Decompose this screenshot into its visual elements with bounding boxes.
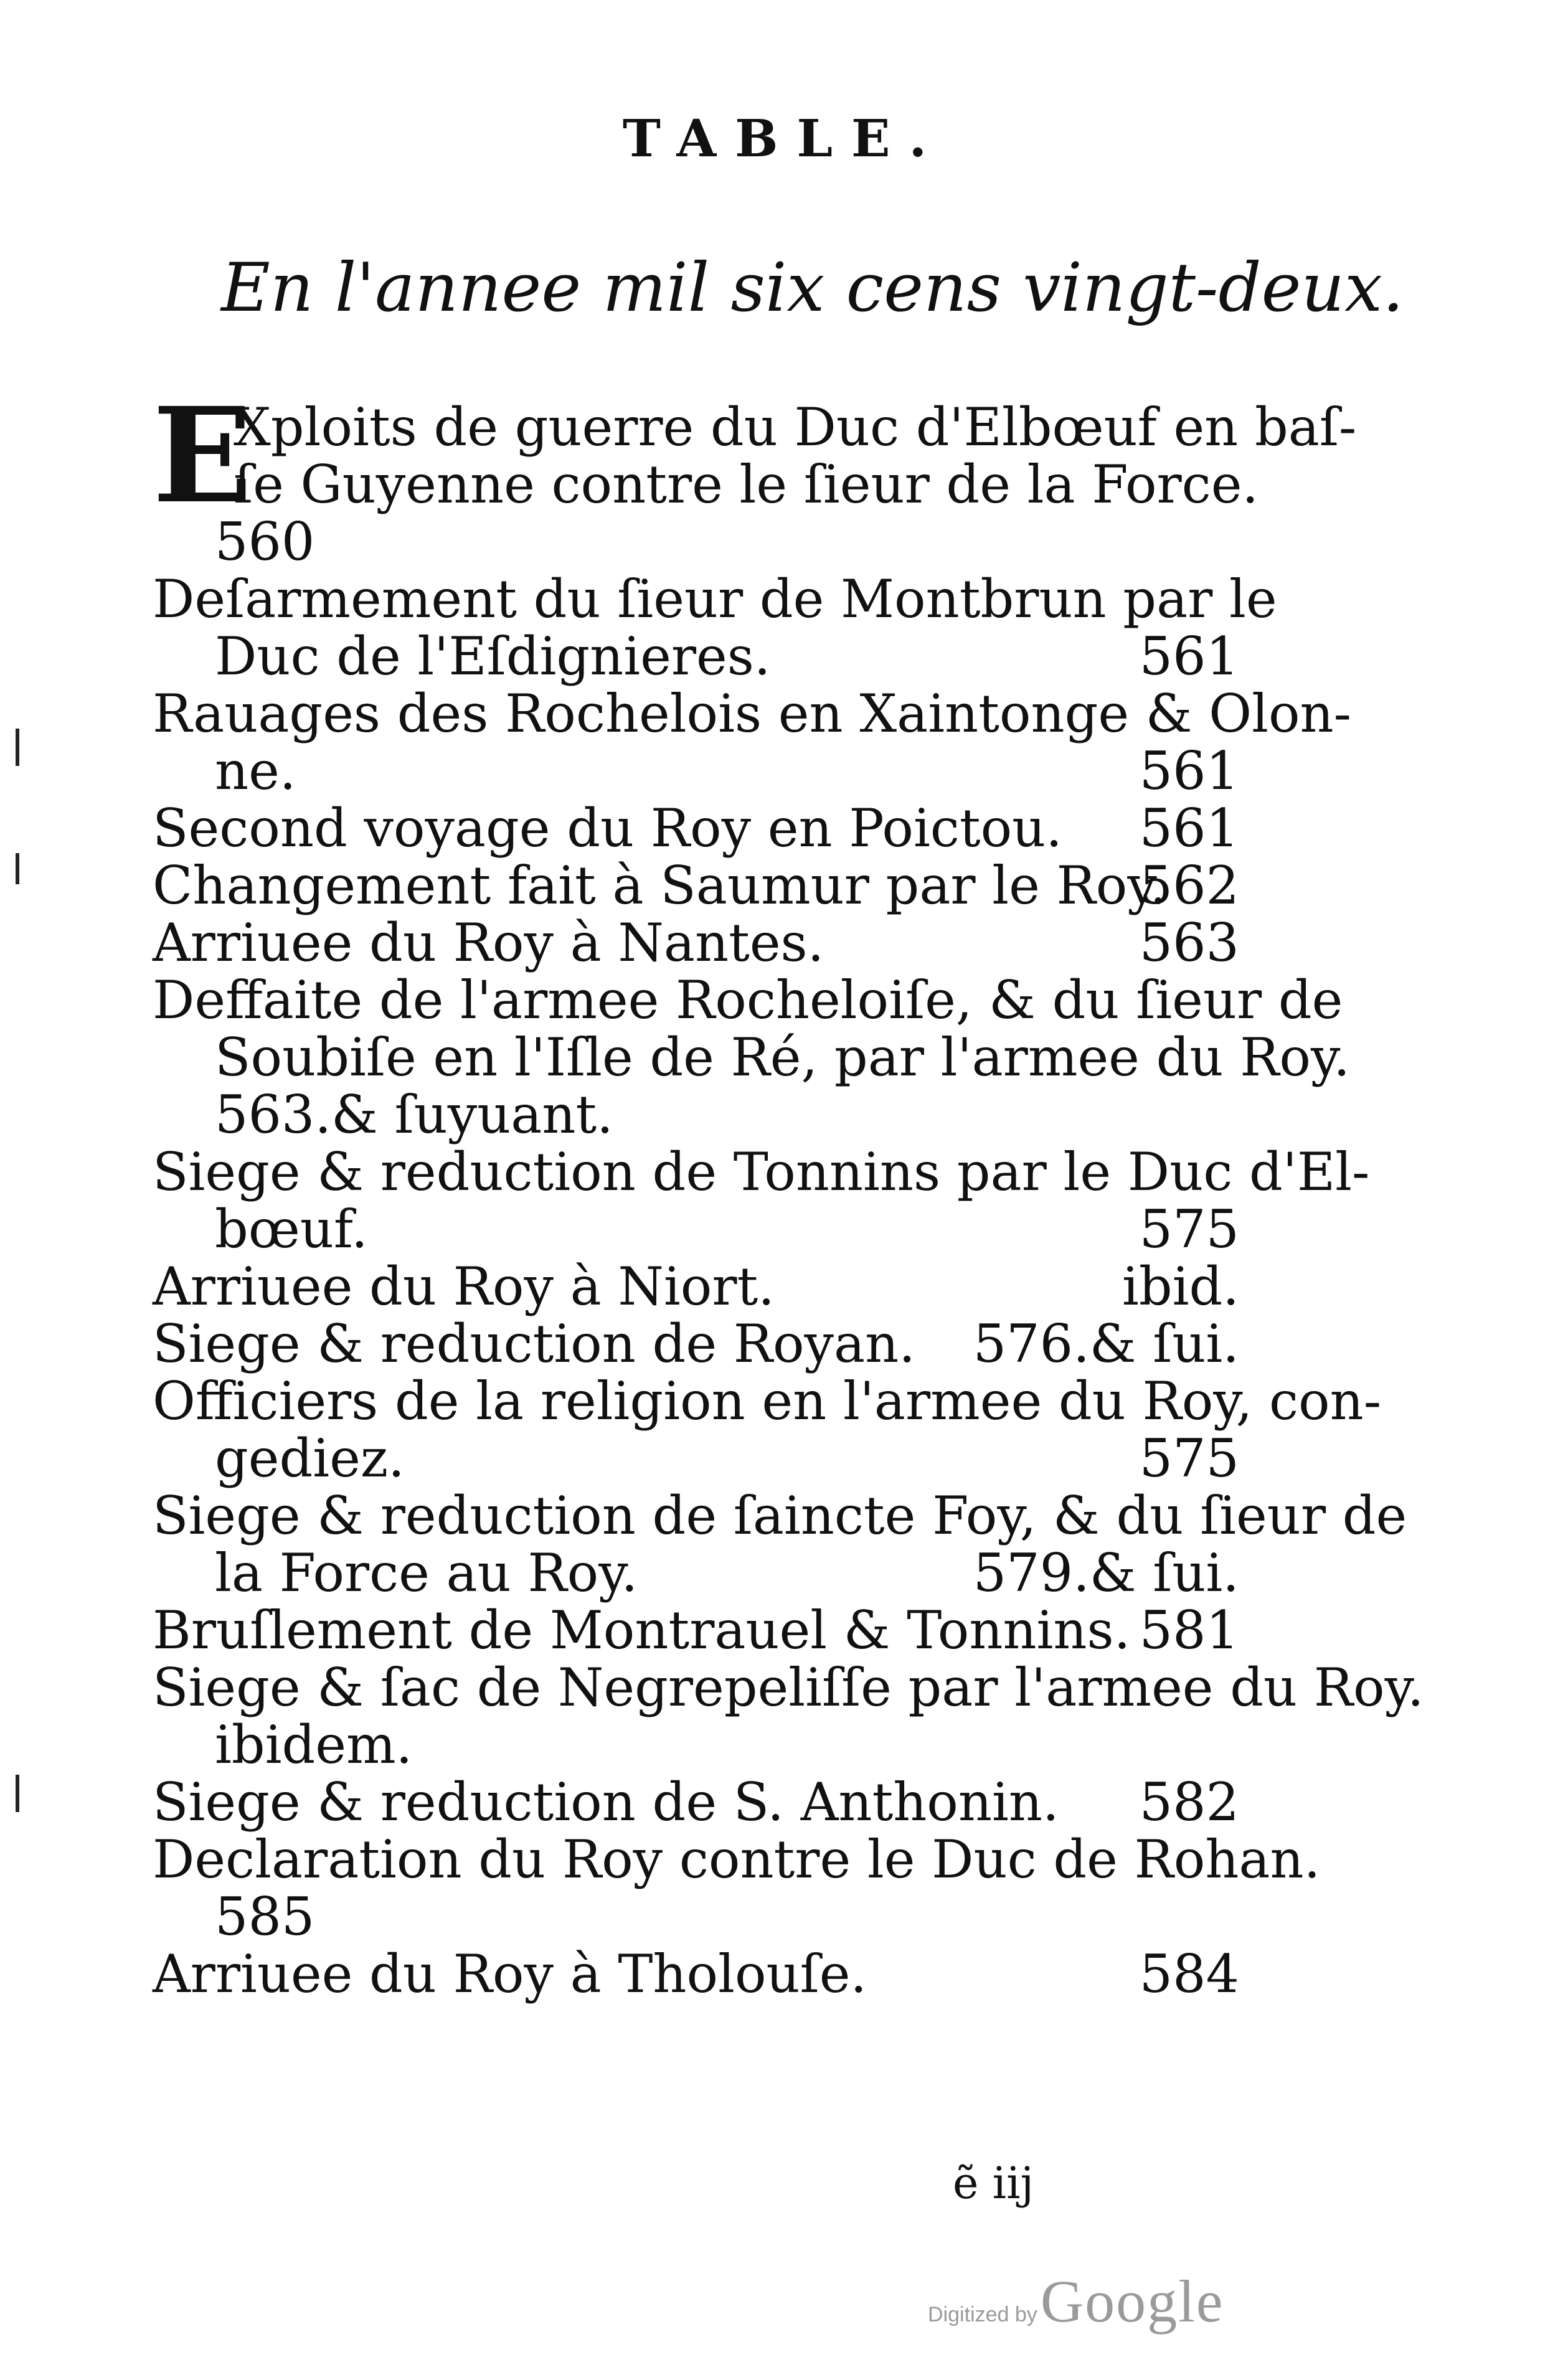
toc-entry-text: 585 <box>215 1886 315 1947</box>
toc-entry <box>153 1315 1239 1372</box>
margin-mark <box>16 853 19 884</box>
toc-entry <box>153 970 1350 1145</box>
drop-cap: E <box>153 379 253 532</box>
watermark-prefix: Digitized by <box>928 2303 1037 2326</box>
toc-entry <box>153 1371 1382 1489</box>
toc-entry <box>153 379 1357 572</box>
toc-entry-text: ibidem. <box>215 1714 413 1775</box>
toc-entry-text: Deſarmement du ſieur de Montbrun par le <box>153 569 1277 630</box>
toc-page-number: ibid. <box>1122 1256 1239 1317</box>
toc-entry-text: Siege & reduction de S. Anthonin. <box>153 1772 1059 1833</box>
toc-entry <box>153 1657 1424 1775</box>
toc-page-number: 575 <box>1139 1199 1239 1260</box>
toc-entry-text: Duc de l'Eſdignieres. <box>215 626 771 687</box>
toc-entry <box>153 1258 1239 1315</box>
toc-entry <box>153 1945 1239 2003</box>
toc-page-number: 581 <box>1139 1600 1239 1661</box>
table-of-contents <box>153 379 1424 2004</box>
toc-entry-text: Bruſlement de Montrauel & Tonnins. <box>153 1600 1131 1661</box>
toc-entry <box>153 683 1352 801</box>
toc-entry <box>153 1773 1239 1831</box>
toc-entry-text: ſe Guyenne contre le ſieur de la Force. <box>234 454 1259 515</box>
section-title: En l'annee mil six cens vingt-deux. <box>221 249 1404 327</box>
running-head: TABLE. <box>622 109 946 169</box>
toc-entry-text: Arriuee du Roy à Nantes. <box>153 912 824 973</box>
toc-entry <box>153 1829 1321 1947</box>
margin-mark <box>16 729 19 766</box>
toc-entry-text: Second voyage du Roy en Poictou. <box>153 798 1062 859</box>
toc-page-number: 561 <box>1139 626 1239 687</box>
toc-entry-text: 560 <box>215 511 315 572</box>
toc-page-number: 579.& ſui. <box>973 1542 1239 1603</box>
toc-entry-text: ne. <box>215 740 296 801</box>
google-logo: Google <box>1040 2268 1224 2335</box>
toc-entry <box>153 914 1239 971</box>
toc-page-number: 584 <box>1139 1943 1239 2004</box>
toc-entry-text: Arriuee du Roy à Niort. <box>153 1256 775 1317</box>
signature-mark: ẽ iij <box>953 2158 1034 2209</box>
toc-entry <box>153 1602 1239 1659</box>
toc-entry-text: bœuf. <box>215 1199 368 1260</box>
toc-entry-text: Siege & reduction de ſaincte Foy, & du ſieur de <box>153 1485 1407 1546</box>
toc-entry-text: la Force au Roy. <box>215 1542 638 1603</box>
margin-mark <box>16 1775 19 1812</box>
toc-entry <box>153 1141 1370 1260</box>
toc-entry <box>153 800 1239 857</box>
toc-page-number: 563 <box>1139 912 1239 973</box>
toc-entry-text: 563.& ſuyuant. <box>215 1084 613 1145</box>
watermark <box>928 2267 1224 2336</box>
toc-page-number: 576.& ſui. <box>973 1313 1239 1374</box>
toc-entry <box>153 857 1239 914</box>
toc-entry <box>153 569 1277 687</box>
toc-entry-text: Arriuee du Roy à Tholouſe. <box>153 1943 867 2004</box>
toc-entry <box>153 1485 1407 1603</box>
toc-page-number: 561 <box>1139 798 1239 859</box>
toc-entry-text: Officiers de la religion en l'armee du Roy, con- <box>153 1371 1382 1432</box>
toc-entry-text: Soubiſe en l'Iſle de Ré, par l'armee du Roy. <box>215 1027 1350 1088</box>
toc-entry-text: Siege & reduction de Royan. <box>153 1313 915 1374</box>
toc-entry-text: Siege & ſac de Negrepeliſſe par l'armee du Roy. <box>153 1657 1424 1718</box>
toc-entry-text: Declaration du Roy contre le Duc de Rohan. <box>153 1829 1321 1890</box>
toc-entry-text: Deffaite de l'armee Rocheloiſe, & du ſieur de <box>153 970 1343 1031</box>
toc-page-number: 582 <box>1139 1772 1239 1833</box>
toc-entry-text: Rauages des Rochelois en Xaintonge & Olon- <box>153 683 1352 744</box>
toc-entry-text: Xploits de guerre du Duc d'Elbœuf en baſ- <box>234 397 1357 458</box>
toc-entry-text: Changement fait à Saumur par le Roy. <box>153 855 1167 916</box>
toc-entry-text: gediez. <box>215 1428 405 1489</box>
toc-page-number: 561 <box>1139 740 1239 801</box>
toc-entry-text: Siege & reduction de Tonnins par le Duc d'El- <box>153 1141 1370 1202</box>
toc-page-number: 575 <box>1139 1428 1239 1489</box>
toc-page-number: 562 <box>1139 855 1239 916</box>
